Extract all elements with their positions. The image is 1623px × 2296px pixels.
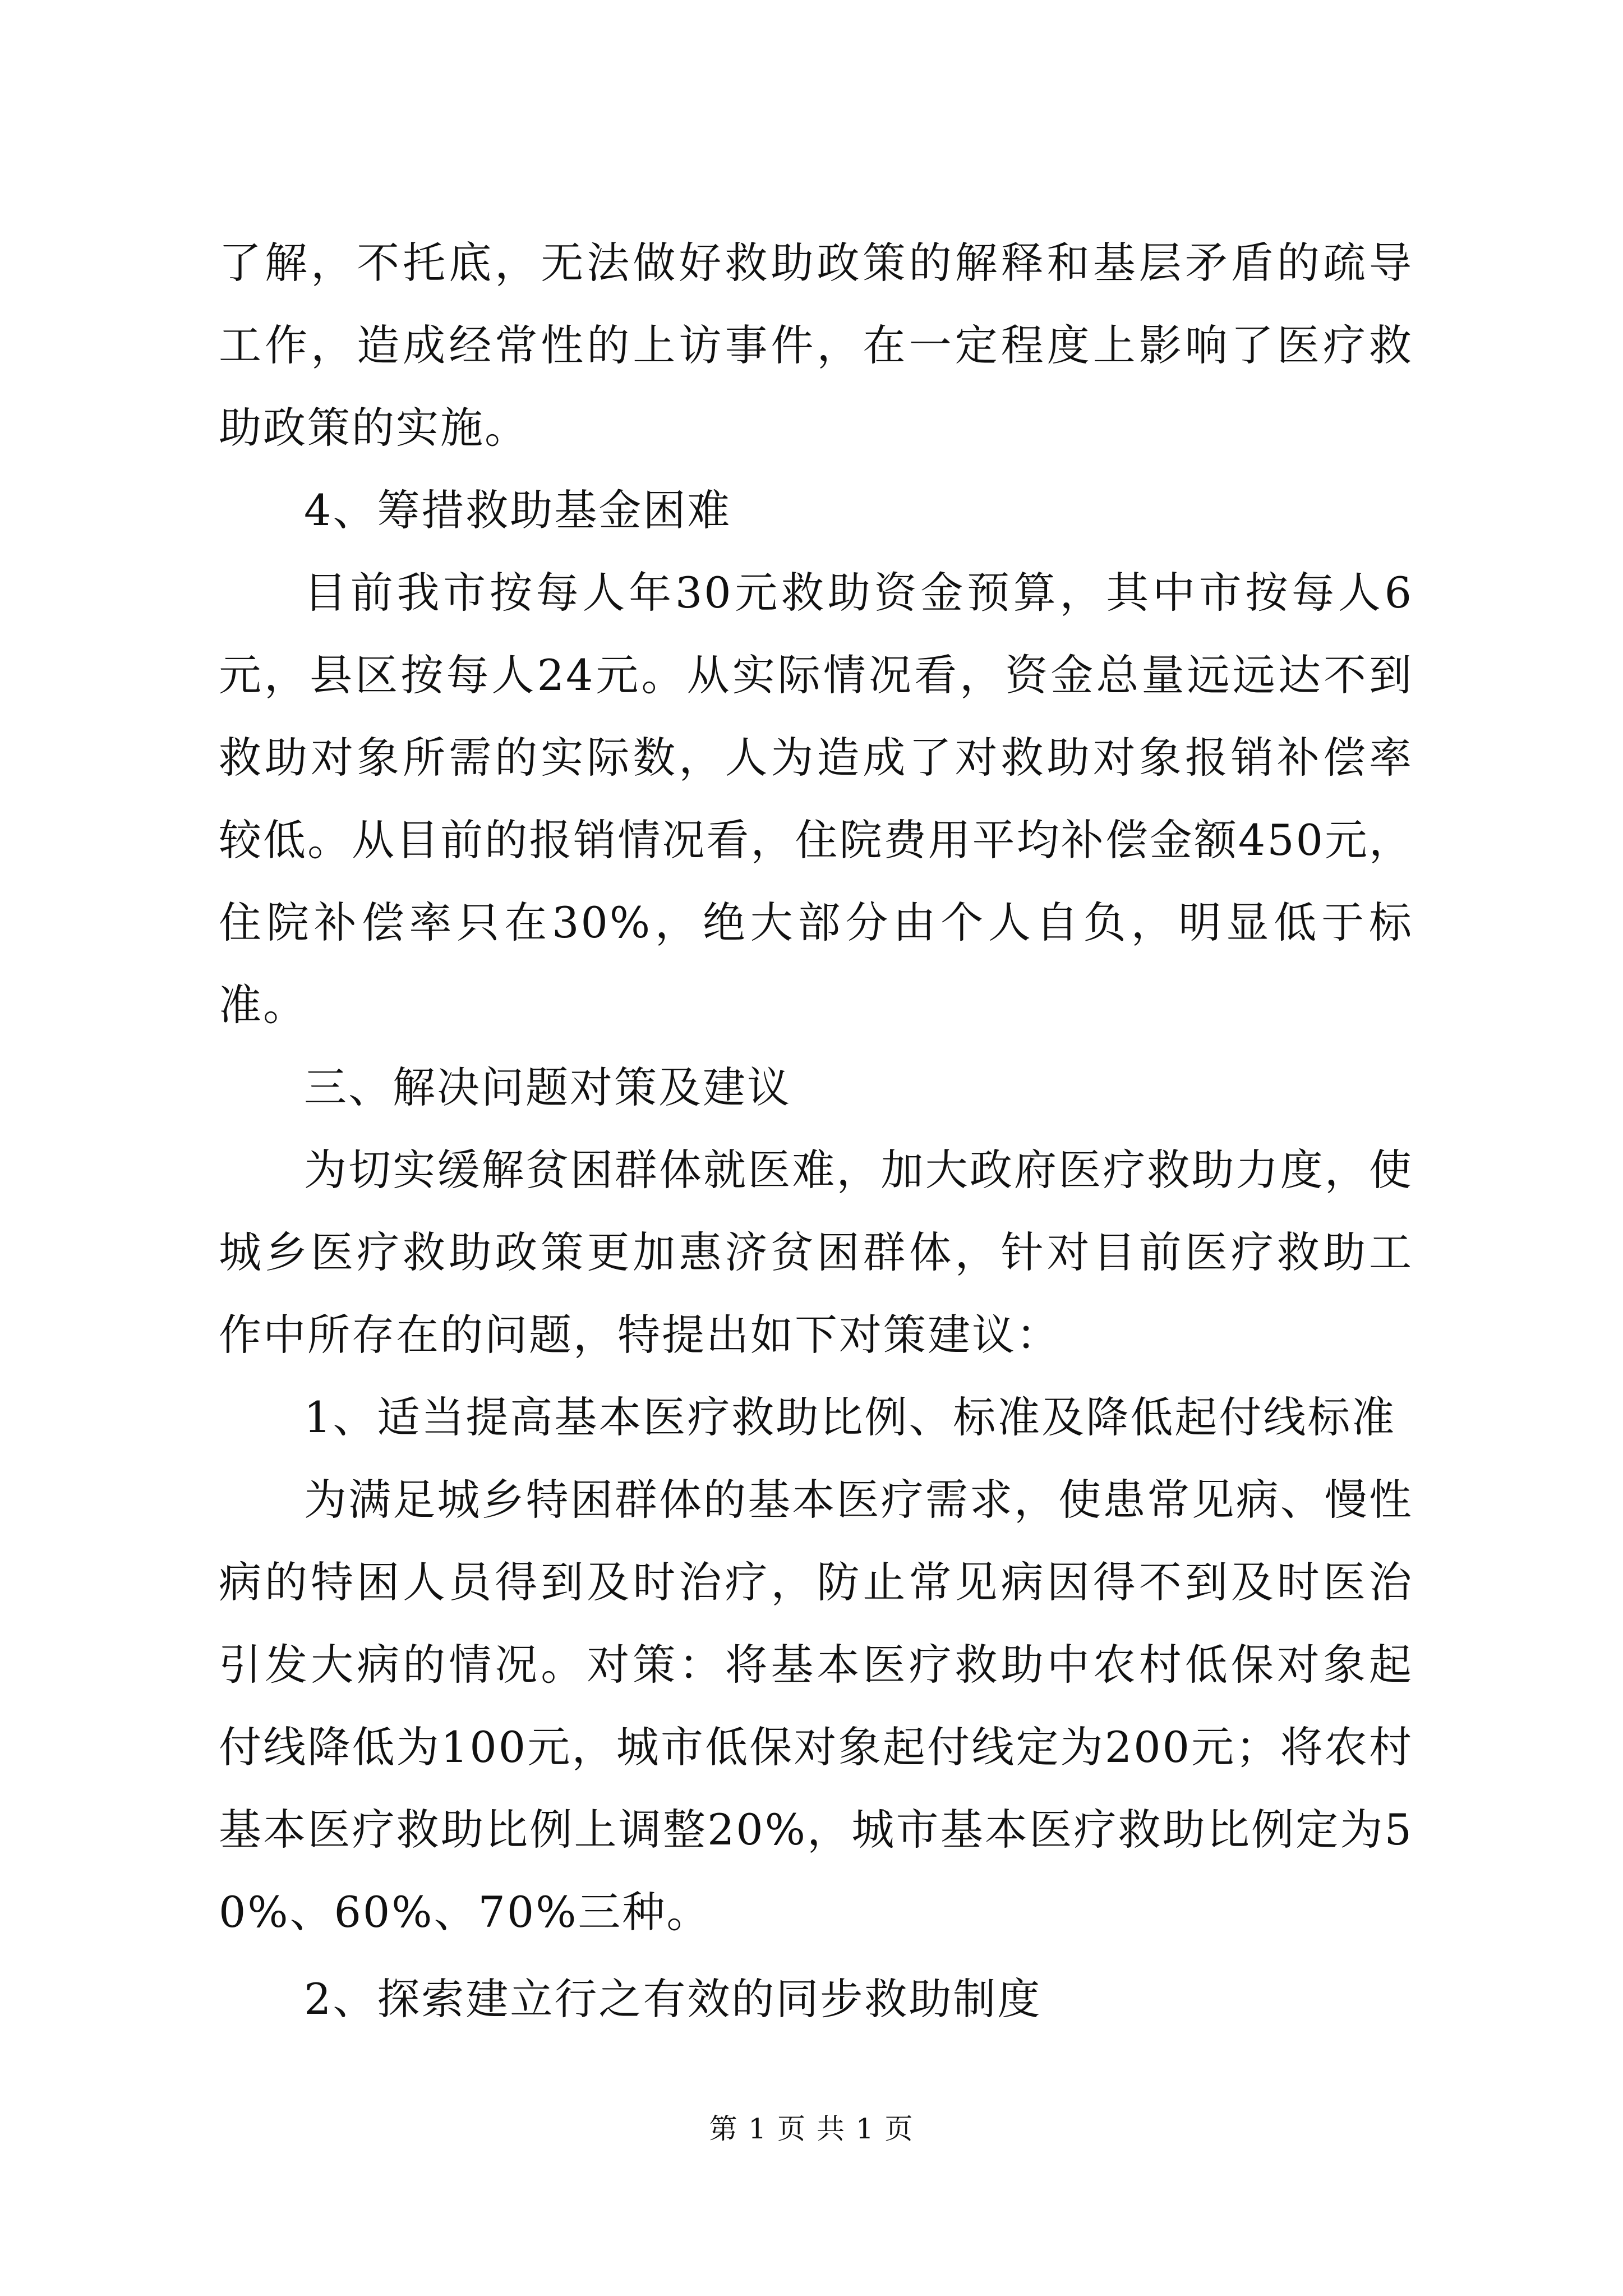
- section-heading-solutions: 三、解决问题对策及建议: [304, 1062, 791, 1112]
- subheading-raise-ratio: 1、适当提高基本医疗救助比例、标准及降低起付线标准: [304, 1392, 1396, 1442]
- paragraph-solutions-intro: 为切实缓解贫困群体就医难，加大政府医疗救助力度，使城乡医疗救助政策更加惠济贫困群体，针对目前医疗救助工作中所存在的问题，特提出如下对策建议：: [219, 1145, 1413, 1360]
- subheading-sync-aid: 2、探索建立行之有效的同步救助制度: [304, 1974, 1042, 2024]
- paragraph-continuation: 了解，不托底，无法做好救助政策的解释和基层矛盾的疏导工作，造成经常性的上访事件，在一定程度上影响了医疗救助政策的实施。: [219, 238, 1413, 453]
- page-footer: 第 1 页 共 1 页: [709, 2113, 914, 2145]
- paragraph-fund-budget: 目前我市按每人年30元救助资金预算，其中市按每人6元，县区按每人24元。从实际情况看，资金总量远远达不到救助对象所需的实际数，人为造成了对救助对象报销补偿率较低。从目前的报销情况看，住院费用平均补偿金额450元，住院补偿率只在30%，绝大部分由个人自负，明显低于标准。: [219, 568, 1413, 1030]
- document-body: [219, 222, 1413, 2040]
- paragraph-raise-ratio: 为满足城乡特困群体的基本医疗需求，使患常见病、慢性病的特困人员得到及时治疗，防止常见病因得不到及时医治引发大病的情况。对策：将基本医疗救助中农村低保对象起付线降低为100元，城市低保对象起付线定为200元；将农村基本医疗救助比例上调整20%，城市基本医疗救助比例定为50%、60%、70%三种。: [219, 1475, 1413, 1937]
- subheading-fund-raising: 4、筹措救助基金困难: [304, 485, 732, 535]
